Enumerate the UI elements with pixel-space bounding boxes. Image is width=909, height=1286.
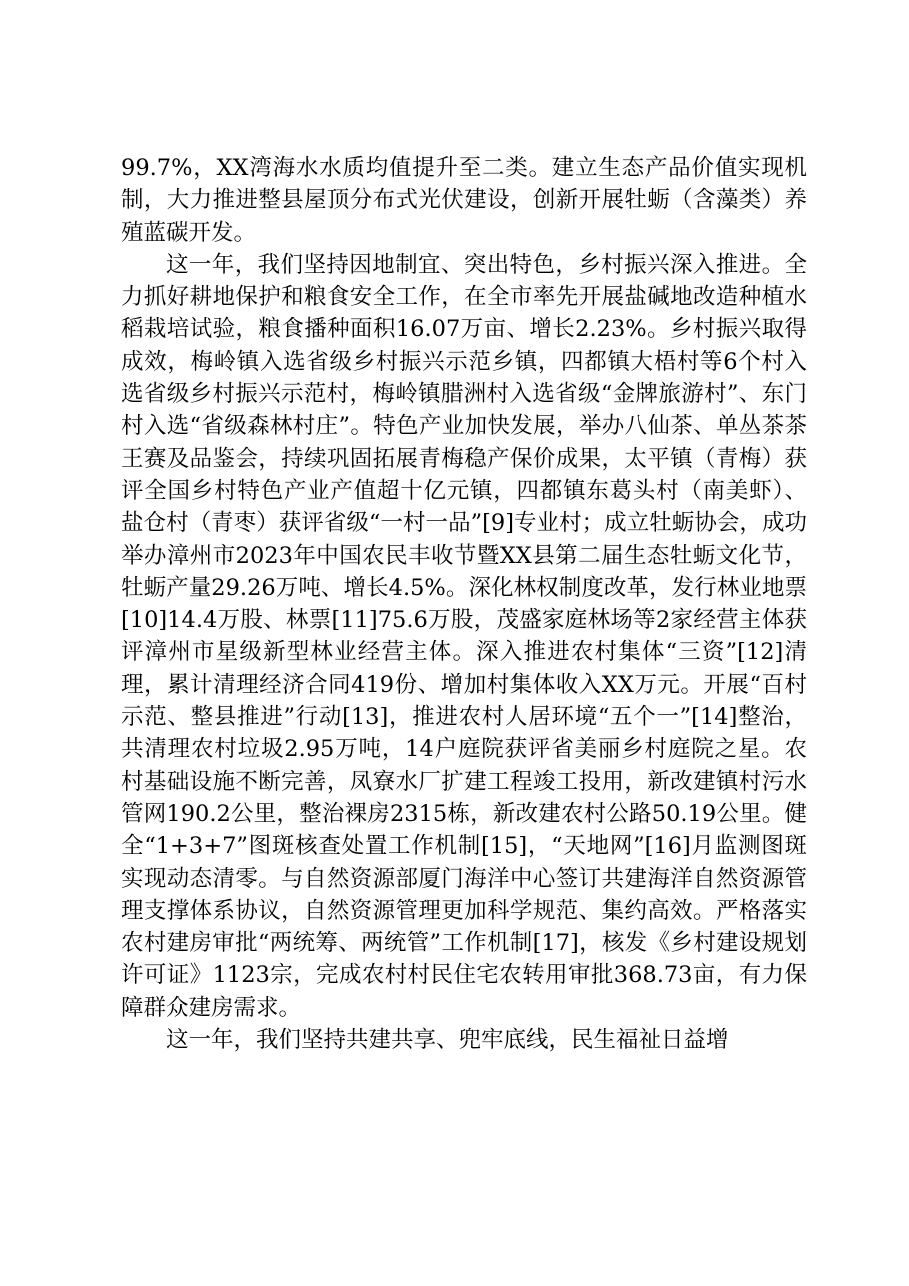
- document-body: [121, 152, 807, 1056]
- paragraph-rural-revitalization: 这一年，我们坚持因地制宜、突出特色，乡村振兴深入推进。全力抓好耕地保护和粮食安全工作，在全市率先开展盐碱地改造种植水稻栽培试验，粮食播种面积16.07万亩、增长2.23%。乡村振兴取得成效，梅岭镇入选省级乡村振兴示范乡镇，四都镇大梧村等6个村入选省级乡村振兴示范村，梅岭镇腊洲村入选省级“金牌旅游村”、东门村入选“省级森林村庄”。特色产业加快发展，举办八仙茶、单丛茶茶王赛及品鉴会，持续巩固拓展青梅稳产保价成果，太平镇（青梅）获评全国乡村特色产业产值超十亿元镇，四都镇东葛头村（南美虾）、盐仓村（青枣）获评省级“一村一品”[9]专业村；成立牡蛎协会，成功举办漳州市2023年中国农民丰收节暨XX县第二届生态牡蛎文化节，牡蛎产量29.26万吨、增长4.5%。深化林权制度改革，发行林业地票[10]14.4万股、林票[11]75.6万股，茂盛家庭林场等2家经营主体获评漳州市星级新型林业经营主体。深入推进农村集体“三资”[12]清理，累计清理经济合同419份、增加村集体收入XX万元。开展“百村示范、整县推进”行动[13]，推进农村人居环境“五个一”[14]整治，共清理农村垃圾2.95万吨，14户庭院获评省美丽乡村庭院之星。农村基础设施不断完善，凤寮水厂扩建工程竣工投用，新改建镇村污水管网190.2公里，整治裸房2315栋，新改建农村公路50.19公里。健全“1+3+7”图斑核查处置工作机制[15]，“天地网”[16]月监测图斑实现动态清零。与自然资源部厦门海洋中心签订共建海洋自然资源管理支撑体系协议，自然资源管理更加科学规范、集约高效。严格落实农村建房审批“两统筹、两统管”工作机制[17]，核发《乡村建设规划许可证》1123宗，完成农村村民住宅农转用审批368.73亩，有力保障群众建房需求。: [121, 251, 807, 1021]
- paragraph-ecology-continued: 99.7%，XX湾海水水质均值提升至二类。建立生态产品价值实现机制，大力推进整县屋顶分布式光伏建设，创新开展牡蛎（含藻类）养殖蓝碳开发。: [121, 155, 807, 246]
- paragraph-livelihood-start: 这一年，我们坚持共建共享、兜牢底线，民生福祉日益增: [166, 1027, 729, 1054]
